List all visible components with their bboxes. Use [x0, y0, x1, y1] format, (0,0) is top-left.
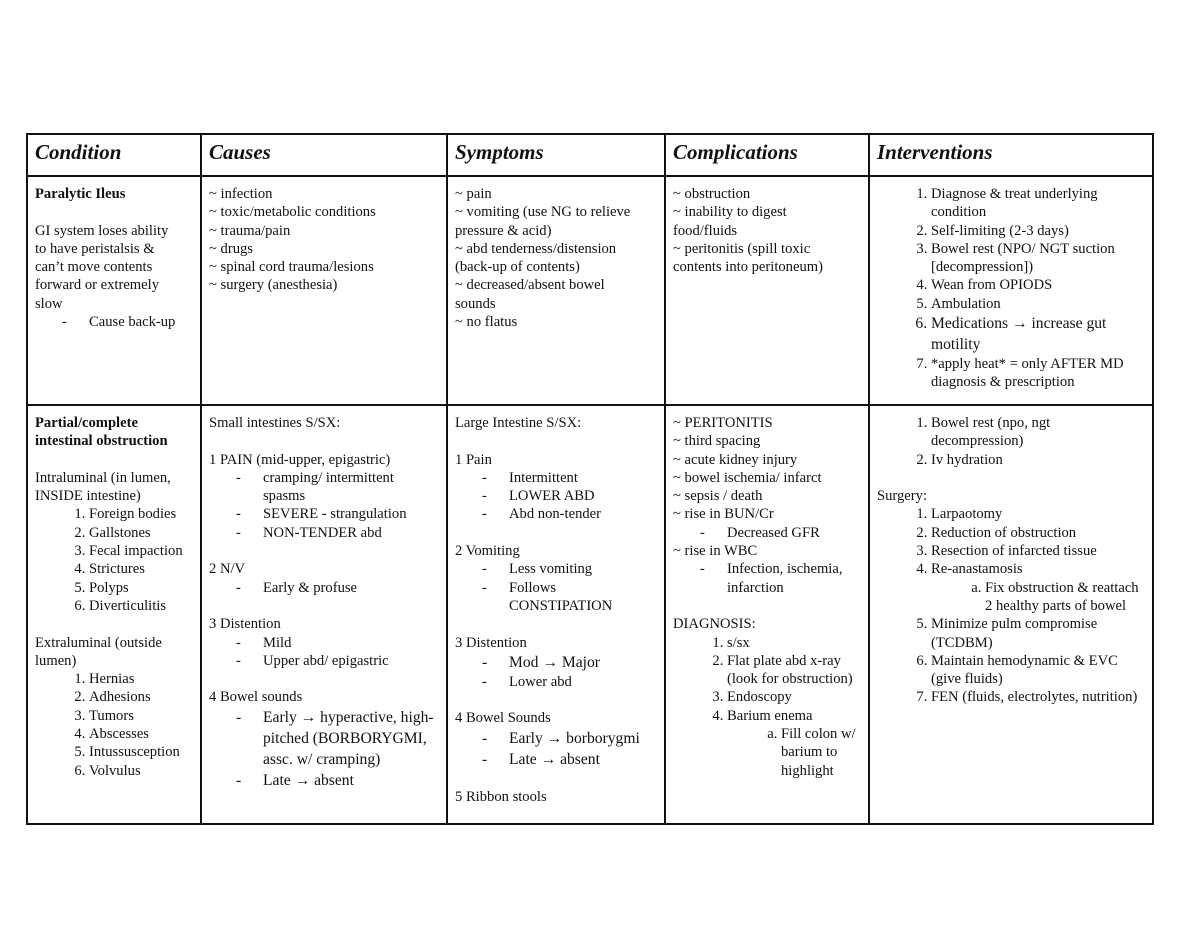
header-complications: Complications [665, 134, 869, 176]
list-item: 1. Foreign bodies [89, 505, 192, 523]
list-item: - Abd non-tender [509, 505, 656, 523]
list-item: - Mild [263, 634, 438, 652]
list-item: - Early → hyperactive, high-pitched (BORBORYGMI, assc. w/ cramping) [263, 707, 438, 770]
symptom-line: ~ decreased/absent bowel [455, 277, 605, 294]
list-item: - Early & profuse [263, 579, 438, 597]
large-heading: Large Intestine S/SX: [455, 415, 582, 431]
list-item: 4. Re-anastamosis [931, 560, 1144, 578]
ileus-desc-line: to have peristalsis & [35, 240, 155, 257]
cause-item: ~ infection [209, 186, 273, 202]
intervention-item: 3. Bowel rest (NPO/ NGT suction [decompression]) [931, 240, 1144, 277]
list-item: 4. Barium enema [727, 707, 860, 725]
small-heading: Small intestines S/SX: [209, 415, 341, 431]
list-item: 3. Endoscopy [727, 688, 860, 706]
list-item: - LOWER ABD [509, 487, 656, 505]
large-ribbon: 5 Ribbon stools [455, 789, 547, 806]
list-item: 1. Bowel rest (npo, ngt decompression) [931, 414, 1144, 451]
list-item: - Early → borborygmi [509, 728, 656, 749]
small-distention: 3 Distention [209, 616, 281, 633]
list-item: 4. Abscesses [89, 725, 192, 743]
ileus-title: Paralytic Ileus [35, 186, 126, 202]
symptom-line: ~ no flatus [455, 314, 518, 331]
diagnosis-list [673, 634, 860, 725]
list-item: 2. Flat plate abd x-ray (look for obstruction) [727, 652, 860, 689]
list-item: 1. Hernias [89, 670, 192, 688]
list-item: - Lower abd [509, 673, 656, 691]
list-item: - Late → absent [263, 770, 438, 791]
list-item: - Follows CONSTIPATION [509, 579, 656, 616]
ileus-desc-line: forward or extremely [35, 277, 159, 294]
ileus-desc-line: slow [35, 295, 63, 312]
symptom-line: pressure & acid) [455, 222, 552, 239]
reanast-sublist [877, 579, 1144, 616]
complication-line: ~ obstruction [673, 186, 751, 202]
complication-line: contents into peritoneum) [673, 259, 823, 276]
small-bowel: 4 Bowel sounds [209, 689, 303, 706]
list-item: 6. Maintain hemodynamic & EVC (give fluids) [931, 652, 1144, 689]
complication-line: ~ peritonitis (spill toxic [673, 240, 811, 257]
list-item: 2. Adhesions [89, 688, 192, 706]
list-item: 3. Resection of infarcted tissue [931, 542, 1144, 560]
complication-line: ~ rise in WBC [673, 543, 758, 560]
symptom-line: sounds [455, 295, 496, 312]
complication-line: ~ third spacing [673, 433, 761, 450]
small-nv: 2 N/V [209, 561, 246, 578]
list-item: a. Fix obstruction & reattach 2 healthy parts of bowel [985, 579, 1144, 616]
ileus-interventions-cell [869, 176, 1153, 405]
list-item: 6. Diverticulitis [89, 597, 192, 615]
complication-line: food/fluids [673, 222, 738, 239]
header-interventions: Interventions [869, 134, 1153, 176]
symptom-line: ~ abd tenderness/distension [455, 240, 617, 257]
list-item: - Upper abd/ epigastric [263, 652, 438, 670]
large-distention: 3 Distention [455, 634, 527, 651]
intervention-item: 2. Self-limiting (2-3 days) [931, 222, 1144, 240]
list-item: a. Fill colon w/ barium to highlight [781, 725, 860, 780]
large-vomiting: 2 Vomiting [455, 543, 520, 560]
conditions-table [26, 133, 1154, 825]
list-item: - NON-TENDER abd [263, 524, 438, 542]
header-row [27, 134, 1153, 176]
cause-item: ~ surgery (anesthesia) [209, 277, 338, 294]
intervention-item: 4. Wean from OPIODS [931, 276, 1144, 294]
intraluminal-label: Intraluminal (in lumen, INSIDE intestine) [35, 469, 171, 505]
list-item: - Intermittent [509, 469, 656, 487]
paralytic-ileus-row [27, 176, 1153, 405]
barium-sublist [673, 725, 860, 780]
list-item: 3. Fecal impaction [89, 542, 192, 560]
obstruction-row [27, 405, 1153, 824]
ileus-symptoms-cell [447, 176, 665, 405]
list-item: 4. Strictures [89, 560, 192, 578]
header-symptoms: Symptoms [447, 134, 665, 176]
complication-line: ~ bowel ischemia/ infarct [673, 469, 822, 486]
complication-line: ~ PERITONITIS [673, 415, 773, 431]
large-pain: 1 Pain [455, 451, 492, 468]
ileus-causes-cell [201, 176, 447, 405]
extraluminal-label: Extraluminal (outside lumen) [35, 634, 162, 669]
symptom-line: (back-up of contents) [455, 259, 580, 276]
list-item: 1. Larpaotomy [931, 505, 1144, 523]
diagnosis-label: DIAGNOSIS: [673, 616, 756, 633]
surgery-list [877, 505, 1144, 578]
symptom-line: ~ vomiting (use NG to relieve [455, 204, 631, 221]
small-intestine-cell [201, 405, 447, 824]
intervention-item: 5. Ambulation [931, 295, 1144, 313]
post-interventions-list [877, 615, 1144, 706]
cause-item: ~ trauma/pain [209, 222, 291, 239]
extraluminal-list [35, 670, 192, 780]
header-condition: Condition [27, 134, 201, 176]
intraluminal-list [35, 505, 192, 615]
complication-line: ~ sepsis / death [673, 488, 763, 505]
surgery-label: Surgery: [877, 488, 927, 505]
obstruction-condition-cell [27, 405, 201, 824]
list-item: - Decreased GFR [727, 524, 860, 542]
list-item: - Late → absent [509, 749, 656, 770]
obstruction-title: Partial/complete [35, 415, 138, 431]
list-item: 7. FEN (fluids, electrolytes, nutrition) [931, 688, 1144, 706]
obstruction-interventions-cell [869, 405, 1153, 824]
list-item: 2. Iv hydration [931, 451, 1144, 469]
large-bowel: 4 Bowel Sounds [455, 710, 551, 727]
cause-item: ~ toxic/metabolic conditions [209, 204, 376, 221]
obstruction-complications-cell [665, 405, 869, 824]
list-item: - cramping/ intermittent spasms [263, 469, 438, 506]
list-item: 5. Intussusception [89, 743, 192, 761]
intervention-item: 6. Medications → increase gut motility [931, 313, 1144, 355]
list-item: 5. Minimize pulm compromise (TCDBM) [931, 615, 1144, 652]
small-pain: 1 PAIN (mid-upper, epigastric) [209, 451, 391, 468]
list-item: 1. s/sx [727, 634, 860, 652]
ileus-interventions-list [877, 185, 1144, 392]
complication-line: ~ acute kidney injury [673, 451, 798, 468]
list-item: 6. Volvulus [89, 762, 192, 780]
cause-item: ~ drugs [209, 240, 253, 257]
obstruction-title: intestinal obstruction [35, 433, 168, 450]
list-item: 2. Reduction of obstruction [931, 524, 1144, 542]
ileus-complications-cell [665, 176, 869, 405]
header-causes: Causes [201, 134, 447, 176]
pre-interventions-list [877, 414, 1144, 469]
list-item: 5. Polyps [89, 579, 192, 597]
ileus-desc-line: GI system loses ability [35, 222, 169, 239]
complication-line: ~ inability to digest [673, 204, 787, 221]
intervention-item: 1. Diagnose & treat underlying condition [931, 185, 1144, 222]
intervention-item: 7. *apply heat* = only AFTER MD diagnosis & prescription [931, 355, 1144, 392]
large-intestine-cell [447, 405, 665, 824]
symptom-line: ~ pain [455, 186, 492, 202]
list-item: 2. Gallstones [89, 524, 192, 542]
ileus-sub-bullet: - Cause back-up [89, 313, 192, 331]
list-item: - Mod → Major [509, 652, 656, 673]
list-item: 3. Tumors [89, 707, 192, 725]
ileus-condition-cell [27, 176, 201, 405]
list-item: - Less vomiting [509, 560, 656, 578]
ileus-desc-line: can’t move contents [35, 259, 153, 276]
complication-line: ~ rise in BUN/Cr [673, 506, 774, 523]
cause-item: ~ spinal cord trauma/lesions [209, 259, 374, 276]
list-item: - Infection, ischemia, infarction [727, 560, 860, 597]
list-item: - SEVERE - strangulation [263, 505, 438, 523]
